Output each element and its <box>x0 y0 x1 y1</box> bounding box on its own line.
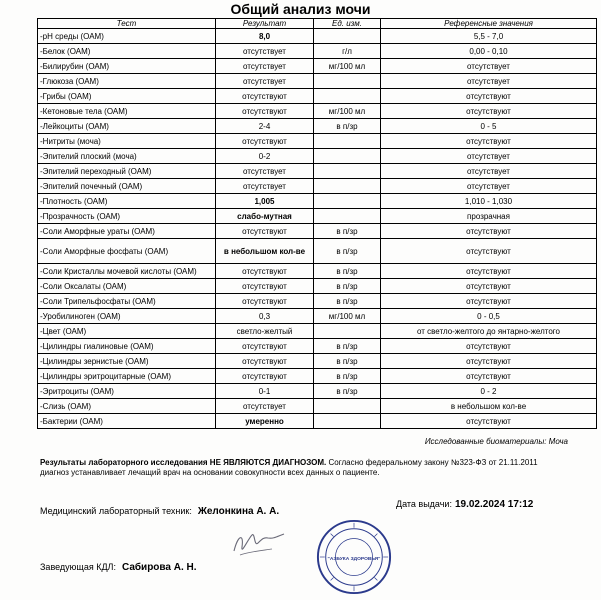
table-row <box>38 209 597 224</box>
test-result: умеренно <box>216 414 314 429</box>
test-name: -Нитриты (моча) <box>38 134 216 149</box>
table-row <box>38 74 597 89</box>
test-result: 2-4 <box>216 119 314 134</box>
test-unit <box>314 399 381 414</box>
test-name: -Соли Кристаллы мочевой кислоты (ОАМ) <box>38 264 216 279</box>
test-reference: 5,5 - 7,0 <box>381 29 597 44</box>
test-reference: отсутствует <box>381 74 597 89</box>
page-title: Общий анализ мочи <box>230 1 371 17</box>
test-name: -Грибы (ОАМ) <box>38 89 216 104</box>
table-row <box>38 134 597 149</box>
test-reference: в небольшом кол-ве <box>381 399 597 414</box>
signature-icon <box>228 525 288 561</box>
test-reference: отсутствуют <box>381 224 597 239</box>
test-name: -Цилиндры зернистые (ОАМ) <box>38 354 216 369</box>
table-row <box>38 264 597 279</box>
table-row <box>38 324 597 339</box>
test-reference: отсутствуют <box>381 264 597 279</box>
test-reference: отсутствует <box>381 59 597 74</box>
test-result: в небольшом кол-ве <box>216 239 314 264</box>
table-row <box>38 309 597 324</box>
test-unit <box>314 194 381 209</box>
test-result: отсутствует <box>216 59 314 74</box>
test-name: -Соли Аморфные фосфаты (ОАМ) <box>38 239 216 264</box>
table-row <box>38 384 597 399</box>
test-reference: отсутствуют <box>381 414 597 429</box>
header-reference: Референсные значения <box>381 19 597 29</box>
test-reference: отсутствует <box>381 179 597 194</box>
test-result: отсутствуют <box>216 339 314 354</box>
test-result: отсутствуют <box>216 294 314 309</box>
test-unit: в п/зр <box>314 369 381 384</box>
table-row <box>38 279 597 294</box>
test-result: светло-желтый <box>216 324 314 339</box>
test-name: -Бактерии (ОАМ) <box>38 414 216 429</box>
test-unit <box>314 209 381 224</box>
test-result: отсутствуют <box>216 279 314 294</box>
test-reference: отсутствуют <box>381 134 597 149</box>
technician-label: Медицинский лабораторный техник: <box>40 506 192 516</box>
test-unit: г/л <box>314 44 381 59</box>
test-unit <box>314 89 381 104</box>
table-row <box>38 149 597 164</box>
test-result: 0-2 <box>216 149 314 164</box>
test-result: отсутствуют <box>216 224 314 239</box>
test-name: -Слизь (ОАМ) <box>38 399 216 414</box>
test-result: 1,005 <box>216 194 314 209</box>
test-result: отсутствуют <box>216 354 314 369</box>
test-reference: отсутствуют <box>381 104 597 119</box>
test-name: -Эпителий плоский (моча) <box>38 149 216 164</box>
test-result: слабо-мутная <box>216 209 314 224</box>
header-unit: Ед. изм. <box>314 19 381 29</box>
table-row <box>38 414 597 429</box>
biomaterial-note: Исследованные биоматериалы: Моча <box>424 437 568 446</box>
test-result: отсутствуют <box>216 264 314 279</box>
test-name: -Кетоновые тела (ОАМ) <box>38 104 216 119</box>
test-reference: отсутствует <box>381 164 597 179</box>
disclaimer <box>40 458 550 478</box>
table-row <box>38 224 597 239</box>
table-row <box>38 339 597 354</box>
test-name: -Цвет (ОАМ) <box>38 324 216 339</box>
test-unit <box>314 29 381 44</box>
table-row <box>38 179 597 194</box>
head-name: Сабирова А. Н. <box>121 562 197 573</box>
test-reference: 0 - 2 <box>381 384 597 399</box>
header-test: Тест <box>38 19 216 29</box>
test-reference: от светло-желтого до янтарно-желтого <box>381 324 597 339</box>
test-unit: в п/зр <box>314 354 381 369</box>
test-result: отсутствует <box>216 164 314 179</box>
test-unit: в п/зр <box>314 119 381 134</box>
test-unit <box>314 324 381 339</box>
table-header-row <box>38 19 597 29</box>
issue-date <box>396 499 533 510</box>
test-name: -Соли Аморфные ураты (ОАМ) <box>38 224 216 239</box>
test-result: отсутствует <box>216 44 314 59</box>
test-unit <box>314 134 381 149</box>
test-name: -Эпителий почечный (ОАМ) <box>38 179 216 194</box>
table-row <box>38 44 597 59</box>
test-name: -Плотность (ОАМ) <box>38 194 216 209</box>
header-result: Результат <box>216 19 314 29</box>
table-row <box>38 104 597 119</box>
test-name: -Соли Трипельфосфаты (ОАМ) <box>38 294 216 309</box>
test-reference: отсутствуют <box>381 294 597 309</box>
test-name: -Прозрачность (ОАМ) <box>38 209 216 224</box>
test-reference: отсутствует <box>381 149 597 164</box>
stamp-text: "АЗБУКА ЗДОРОВЬЯ" <box>327 556 381 562</box>
test-result: 0,3 <box>216 309 314 324</box>
test-result: 0-1 <box>216 384 314 399</box>
test-reference: 0,00 - 0,10 <box>381 44 597 59</box>
test-name: -pH среды (ОАМ) <box>38 29 216 44</box>
table-row <box>38 194 597 209</box>
test-unit <box>314 74 381 89</box>
technician-name: Желонкина А. А. <box>197 506 280 517</box>
test-unit: мг/100 мл <box>314 59 381 74</box>
test-reference: отсутствуют <box>381 239 597 264</box>
results-table <box>37 18 597 429</box>
head-label: Заведующая КДЛ: <box>40 562 116 572</box>
issue-date-label: Дата выдачи: <box>396 499 452 509</box>
disclaimer-bold: Результаты лабораторного исследования НЕ ЯВЛЯЮТСЯ ДИАГНОЗОМ. <box>40 458 327 467</box>
test-reference: 1,010 - 1,030 <box>381 194 597 209</box>
table-row <box>38 29 597 44</box>
test-reference: отсутствуют <box>381 339 597 354</box>
test-reference: отсутствуют <box>381 89 597 104</box>
test-name: -Билирубин (ОАМ) <box>38 59 216 74</box>
test-unit <box>314 164 381 179</box>
test-name: -Белок (ОАМ) <box>38 44 216 59</box>
table-row <box>38 239 597 264</box>
test-result: отсутствуют <box>216 104 314 119</box>
test-unit: в п/зр <box>314 339 381 354</box>
test-result: отсутствуют <box>216 89 314 104</box>
test-unit: в п/зр <box>314 239 381 264</box>
test-name: -Эпителий переходный (ОАМ) <box>38 164 216 179</box>
test-reference: 0 - 0,5 <box>381 309 597 324</box>
technician <box>40 506 279 517</box>
test-result: 8,0 <box>216 29 314 44</box>
test-reference: прозрачная <box>381 209 597 224</box>
test-reference: отсутствуют <box>381 354 597 369</box>
test-unit: мг/100 мл <box>314 309 381 324</box>
test-name: -Цилиндры гиалиновые (ОАМ) <box>38 339 216 354</box>
test-result: отсутствует <box>216 74 314 89</box>
test-result: отсутствуют <box>216 134 314 149</box>
test-unit: в п/зр <box>314 279 381 294</box>
test-result: отсутствует <box>216 179 314 194</box>
test-unit <box>314 179 381 194</box>
test-name: -Уробилиноген (ОАМ) <box>38 309 216 324</box>
test-reference: 0 - 5 <box>381 119 597 134</box>
disclaimer-text: Согласно федеральному закону №323-ФЗ от 21.11.2011 диагноз устанавливает лечащий врач на основании совокупности всех данных о пациенте. <box>40 458 538 477</box>
table-row <box>38 369 597 384</box>
test-reference: отсутствуют <box>381 369 597 384</box>
table-row <box>38 119 597 134</box>
test-name: -Глюкоза (ОАМ) <box>38 74 216 89</box>
test-unit: в п/зр <box>314 264 381 279</box>
test-unit <box>314 149 381 164</box>
test-unit: мг/100 мл <box>314 104 381 119</box>
table-row <box>38 164 597 179</box>
table-row <box>38 354 597 369</box>
test-name: -Лейкоциты (ОАМ) <box>38 119 216 134</box>
test-name: -Эритроциты (ОАМ) <box>38 384 216 399</box>
test-result: отсутствуют <box>216 369 314 384</box>
test-result: отсутствует <box>216 399 314 414</box>
table-row <box>38 399 597 414</box>
head-of-lab <box>40 562 197 573</box>
table-row <box>38 59 597 74</box>
test-unit <box>314 414 381 429</box>
test-unit: в п/зр <box>314 294 381 309</box>
table-row <box>38 294 597 309</box>
issue-date-value: 19.02.2024 17:12 <box>454 499 534 510</box>
test-name: -Цилиндры эритроцитарные (ОАМ) <box>38 369 216 384</box>
table-row <box>38 89 597 104</box>
test-unit: в п/зр <box>314 224 381 239</box>
test-name: -Соли Оксалаты (ОАМ) <box>38 279 216 294</box>
test-reference: отсутствуют <box>381 279 597 294</box>
test-unit: в п/зр <box>314 384 381 399</box>
stamp-icon <box>315 518 393 596</box>
